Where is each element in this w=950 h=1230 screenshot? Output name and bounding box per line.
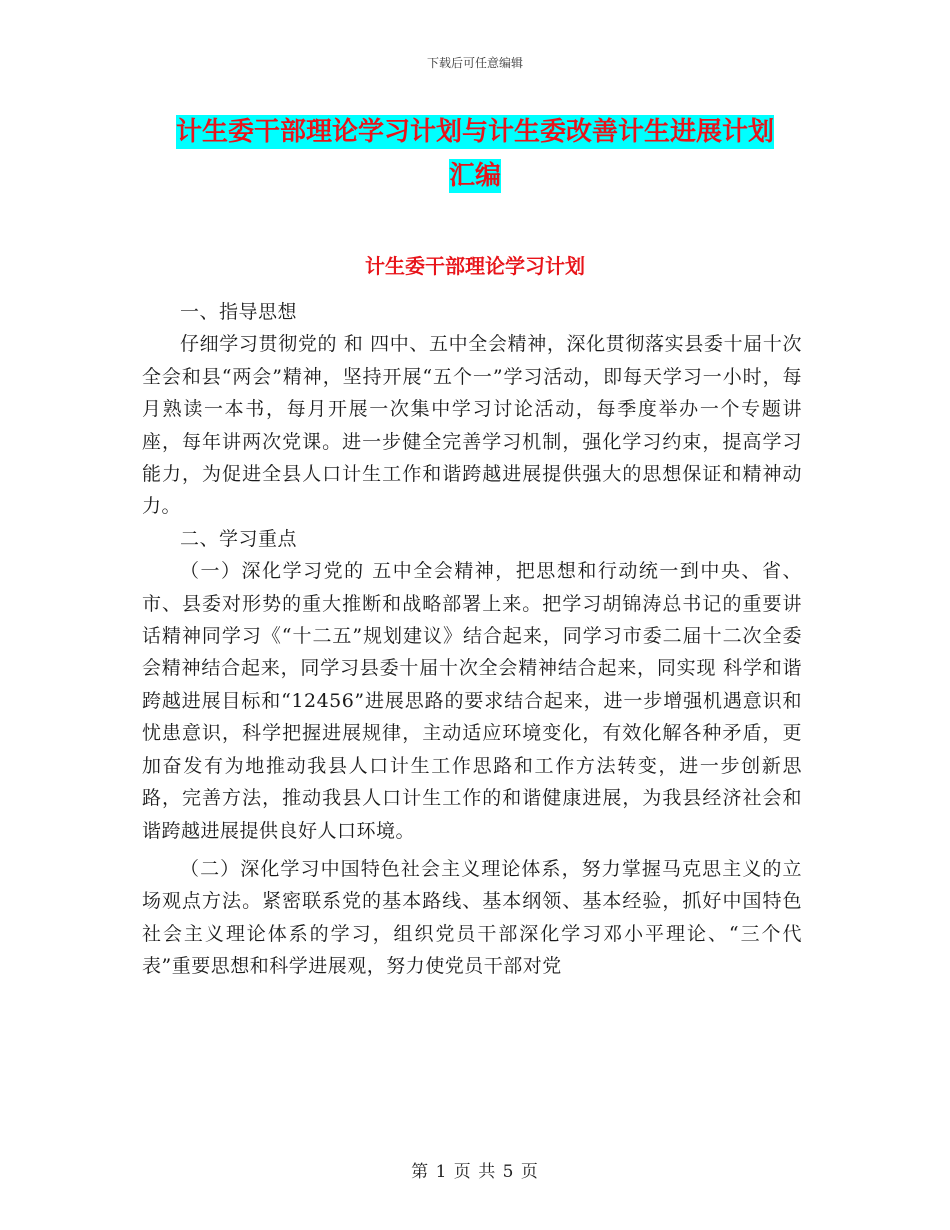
- page-number-footer: 第 1 页 共 5 页: [411, 1162, 539, 1182]
- paragraph-focus-2: （二）深化学习中国特色社会主义理论体系，努力掌握马克思主义的立场观点方法。紧密联系党的基本路线、基本纲领、基本经验，抓好中国特色社会主义理论体系的学习，组织党员干部深化学习邓小平理论、“三个代表”重要思想和科学进展观，努力使党员干部对党: [142, 857, 802, 978]
- document-body: [142, 296, 802, 983]
- heading-guiding-thought: 一、指导思想: [180, 301, 298, 323]
- section-title: 计生委干部理论学习计划: [365, 254, 585, 278]
- document-title-line-1: 计生委干部理论学习计划与计生委改善计生进展计划: [175, 117, 774, 147]
- paragraph-guiding-thought: 仔细学习贯彻党的 和 四中、五中全会精神，深化贯彻落实县委十届十次全会和县“两会”精神，坚持开展“五个一”学习活动，即每天学习一小时，每月熟读一本书，每月开展一次集中学习讨论活动，每季度举办一个专题讲座，每年讲两次党课。进一步健全完善学习机制，强化学习约束，提高学习能力，为促进全县人口计生工作和谐跨越进展提供强大的思想保证和精神动力。: [142, 333, 802, 518]
- heading-study-focus: 二、学习重点: [180, 527, 298, 550]
- document-title: [0, 110, 950, 198]
- header-note: 下载后可任意编辑: [426, 56, 523, 70]
- paragraph-focus-1: （一）深化学习党的 五中全会精神，把思想和行动统一到中央、省、市、县委对形势的重大推断和战略部署上来。把学习胡锦涛总书记的重要讲话精神同学习《“十二五”规划建议》结合起来，同学习市委二届十二次全委会精神结合起来，同学习县委十届十次全会精神结合起来，同实现 科学和谐跨越进展目标和“12456”进展思路的要求结合起来，进一步增强机遇意识和忧患意识，科学把握进展规律，主动适应环境变化，有效化解各种矛盾，更加奋发有为地推动我县人口计生工作思路和工作方法转变，进一步创新思路，完善方法，推动我县人口计生工作的和谐健康进展，为我县经济社会和谐跨越进展提供良好人口环境。: [142, 560, 802, 842]
- document-title-line-2: 汇编: [448, 161, 501, 191]
